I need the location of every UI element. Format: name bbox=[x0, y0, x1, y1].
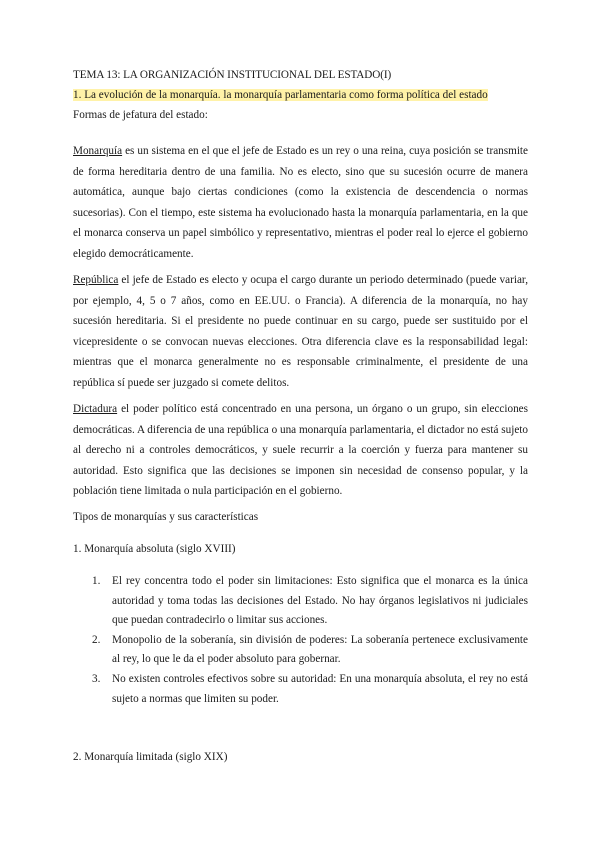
paragraph-monarquia bbox=[73, 141, 528, 265]
list-text: El rey concentra todo el poder sin limitaciones: Esto significa que el monarca es la única autoridad y toma todas las decisiones del Estado. No hay órganos legislativos ni judiciales que puedan contradecirlo o limitar sus acciones. bbox=[112, 575, 528, 627]
paragraph-republica bbox=[73, 270, 528, 394]
section-heading bbox=[73, 89, 488, 101]
list-text: Monopolio de la soberanía, sin división de poderes: La soberanía pertenece exclusivamente al rey, lo que le da el poder absoluto para gobernar. bbox=[112, 633, 528, 666]
list-item bbox=[92, 670, 528, 709]
list-number: 3. bbox=[92, 672, 101, 685]
paragraph-dictadura bbox=[73, 399, 528, 502]
list-number: 1. bbox=[92, 575, 101, 587]
text-republica: el jefe de Estado es electo y ocupa el cargo durante un periodo determinado (puede variar, por ejemplo, 4, 5 o 7 años, como en EE.UU. o Francia). A diferencia de la monarquía, no hay sucesión hereditaria. Si el presidente no puede continuar en su cargo, puede ser sustituido por el vicepresidente o se convocan nuevas elecciones. Otra diferencia clave es la responsabilidad legal: mientras que el monarca generalmente no es responsable criminalmente, el presidente de una república sí puede ser juzgado si comete delitos. bbox=[73, 274, 528, 389]
document-title: TEMA 13: LA ORGANIZACIÓN INSTITUCIONAL DEL ESTADO(I) bbox=[73, 69, 392, 81]
tipos-heading: Tipos de monarquías y sus características bbox=[73, 511, 259, 523]
text-monarquia: es un sistema en el que el jefe de Estado es un rey o una reina, cuya posición se transmite de forma hereditaria dentro de una familia. No es electo, sino que su sucesión ocurre de manera automática, aunque bajo ciertas condiciones (como la existencia de descendencia o normas sucesorias). Con el tiempo, este sistema ha evolucionado hasta la monarquía parlamentaria, en la que el monarca conserva un papel simbólico y representativo, mientras el poder real lo ejerce el gobierno elegido democráticamente. bbox=[73, 145, 528, 260]
list-text: No existen controles efectivos sobre su autoridad: En una monarquía absoluta, el rey no está sujeto a normas que limiten su poder. bbox=[112, 672, 528, 705]
limitada-heading: 2. Monarquía limitada (siglo XIX) bbox=[73, 751, 228, 763]
term-republica: República bbox=[73, 274, 119, 286]
term-dictadura: Dictadura bbox=[73, 403, 118, 415]
text-dictadura: el poder político está concentrado en una persona, un órgano o un grupo, sin elecciones democráticas. A diferencia de una república o una monarquía parlamentaria, el dictador no está sujeto al derecho ni a controles democráticos, y suele recurrir a la coerción y fuerza para mantener su autoridad. Esto significa que las decisiones se imponen sin necesidad de consenso popular, y la población tiene limitada o nula participación en el gobierno. bbox=[73, 403, 528, 498]
formas-heading: Formas de jefatura del estado: bbox=[73, 109, 208, 121]
term-monarquia: Monarquía bbox=[73, 145, 123, 157]
absoluta-heading: 1. Monarquía absoluta (siglo XVIII) bbox=[73, 543, 236, 555]
list-item bbox=[92, 572, 528, 631]
highlighted-heading-text: 1. La evolución de la monarquía. la monarquía parlamentaria como forma política del estado bbox=[73, 89, 488, 101]
list-number: 2. bbox=[92, 633, 101, 646]
list-item bbox=[92, 631, 528, 670]
absoluta-list bbox=[92, 572, 528, 709]
